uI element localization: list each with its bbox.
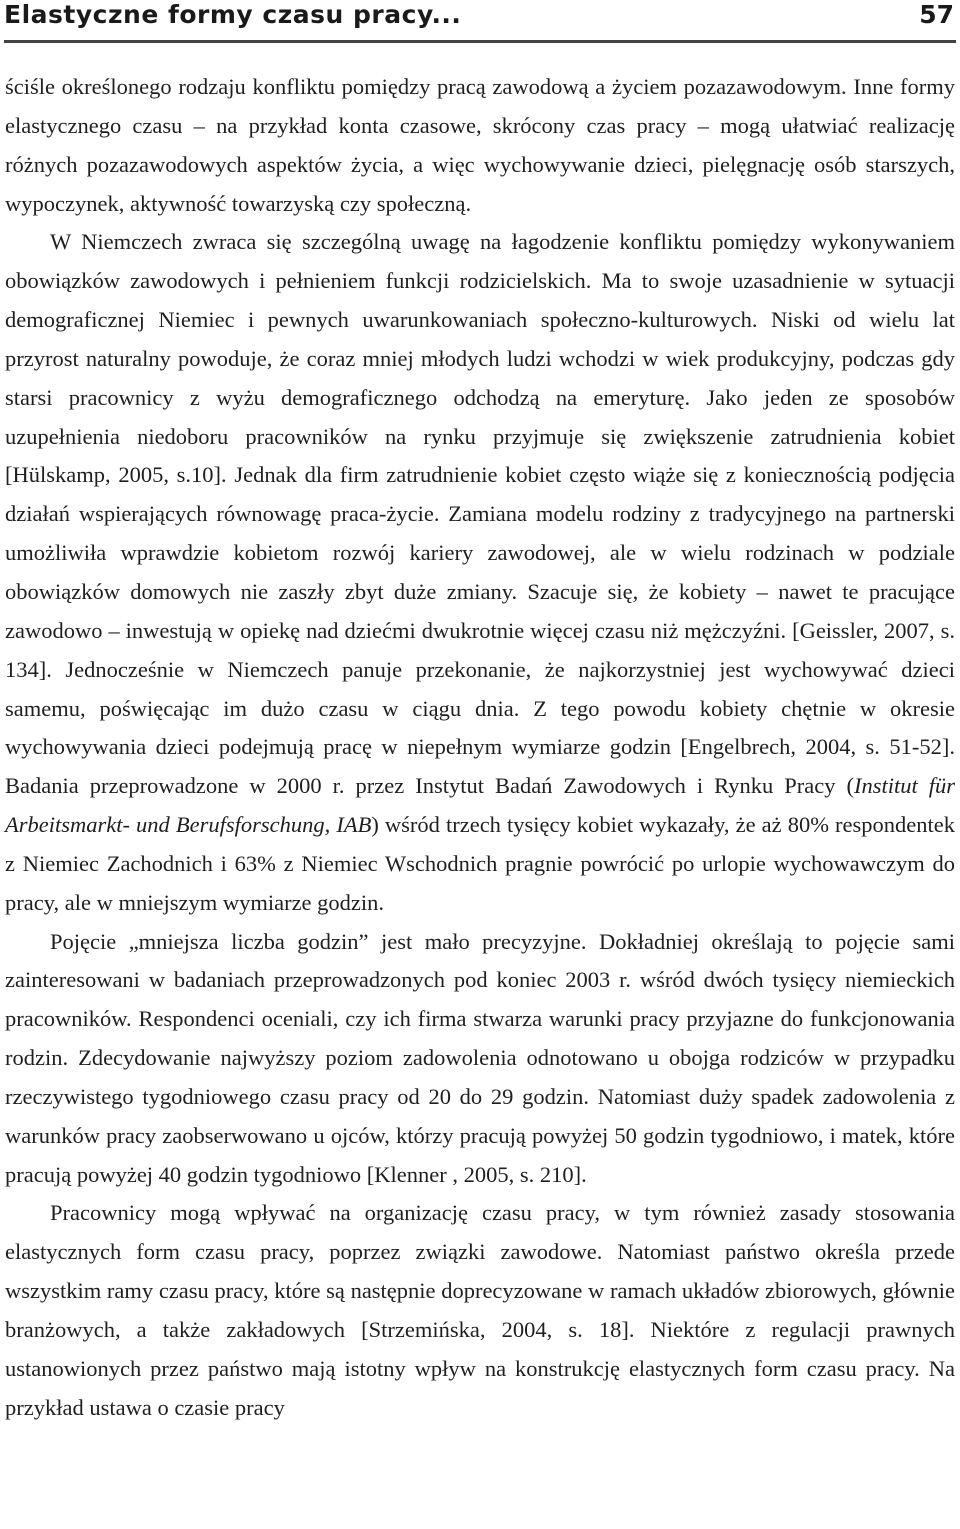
running-header <box>4 0 956 40</box>
paragraph-2-text-b: ) wśród trzech tysięcy kobiet wykazały, że aż 80% respondentek z Niemiec Zachodnich i 63% z Niemiec Wschodnich pragnie powrócić po urlopie wychowawczym do pracy, ale w mniejszym wymiarze godzin. <box>5 812 955 915</box>
running-head-title: Elastyczne formy czasu pracy... <box>4 0 462 29</box>
paragraph-4: Pracownicy mogą wpływać na organizację czasu pracy, w tym również zasady stosowania elastycznych form czasu pracy, poprzez związki zawodowe. Natomiast państwo określa przede wszystkim ramy czasu pracy, które są następnie doprecyzowane w ramach układów zbiorowych, głównie branżowych, a także zakładowych [Strzemińska, 2004, s. 18]. Niektóre z regulacji prawnych ustanowionych przez państwo mają istotny wpływ na konstrukcję elastycznych form czasu pracy. Na przykład ustawa o czasie pracy <box>5 1200 955 1420</box>
paragraph-2-text-a: W Niemczech zwraca się szczególną uwagę na łagodzenie konfliktu pomiędzy wykonywaniem obowiązków zawodowych i pełnieniem funkcji rodzicielskich. Ma to swoje uzasadnienie w sytuacji demograficznej Niemiec i pewnych uwarunkowaniach społeczno-kulturowych. Niski od wielu lat przyrost naturalny powoduje, że coraz mniej młodych ludzi wchodzi w wiek produkcyjny, podczas gdy starsi pracownicy z wyżu demograficznego odchodzą na emeryturę. Jako jeden ze sposobów uzupełnienia niedoboru pracowników na rynku przyjmuje się zwiększenie zatrudnienia kobiet [Hülskamp, 2005, s.10]. Jednak dla firm zatrudnienie kobiet często wiąże się z koniecznością podjęcia działań wspierających równowagę praca-życie. Zamiana modelu rodziny z tradycyjnego na partnerski umożliwiła wprawdzie kobietom rozwój kariery zawodowej, ale w wielu rodzinach w podziale obowiązków domowych nie zaszły zbyt duże zmiany. Szacuje się, że kobiety – nawet te pracujące zawodowo – inwestują w opiekę nad dziećmi dwukrotnie więcej czasu niż mężczyźni. [Geissler, 2007, s. 134]. Jednocześnie w Niemczech panuje przekonanie, że najkorzystniej jest wychowywać dzieci samemu, poświęcając im dużo czasu w ciągu dnia. Z tego powodu kobiety chętnie w okresie wychowywania dzieci podejmują pracę w niepełnym wymiarze godzin [Engelbrech, 2004, s. 51-52]. Badania przeprowadzone w 2000 r. przez Instytut Badań Zawodowych i Rynku Pracy ( <box>5 229 955 799</box>
header-rule <box>4 40 956 43</box>
paragraph-2-italic-name: Institut für Arbeitsmarkt- und Berufsforschung, IAB <box>5 773 955 838</box>
paragraph-2 <box>5 223 955 922</box>
page-number: 57 <box>919 0 954 29</box>
paragraph-3: Pojęcie „mniejsza liczba godzin” jest mało precyzyjne. Dokładniej określają to pojęcie sami zainteresowani w badaniach przeprowadzonych pod koniec 2003 r. wśród dwóch tysięcy niemieckich pracowników. Respondenci oceniali, czy ich firma stwarza warunki pracy przyjazne do funkcjonowania rodzin. Zdecydowanie najwyższy poziom zadowolenia odnotowano u obojga rodziców w przypadku rzeczywistego tygodniowego czasu pracy od 20 do 29 godzin. Natomiast duży spadek zadowolenia z warunków pracy zaobserwowano u ojców, którzy pracują powyżej 50 godzin tygodniowo, i matek, które pracują powyżej 40 godzin tygodniowo [Klenner , 2005, s. 210]. <box>5 928 955 1187</box>
paragraph-1: ściśle określonego rodzaju konfliktu pomiędzy pracą zawodową a życiem pozazawodowym. Inne formy elastycznego czasu – na przykład konta czasowe, skrócony czas pracy – mogą ułatwiać realizację różnych pozazawodowych aspektów życia, a więc wychowywanie dzieci, pielęgnację osób starszych, wypoczynek, aktywność towarzyską czy społeczną. <box>5 74 955 216</box>
body-text <box>5 68 955 1428</box>
